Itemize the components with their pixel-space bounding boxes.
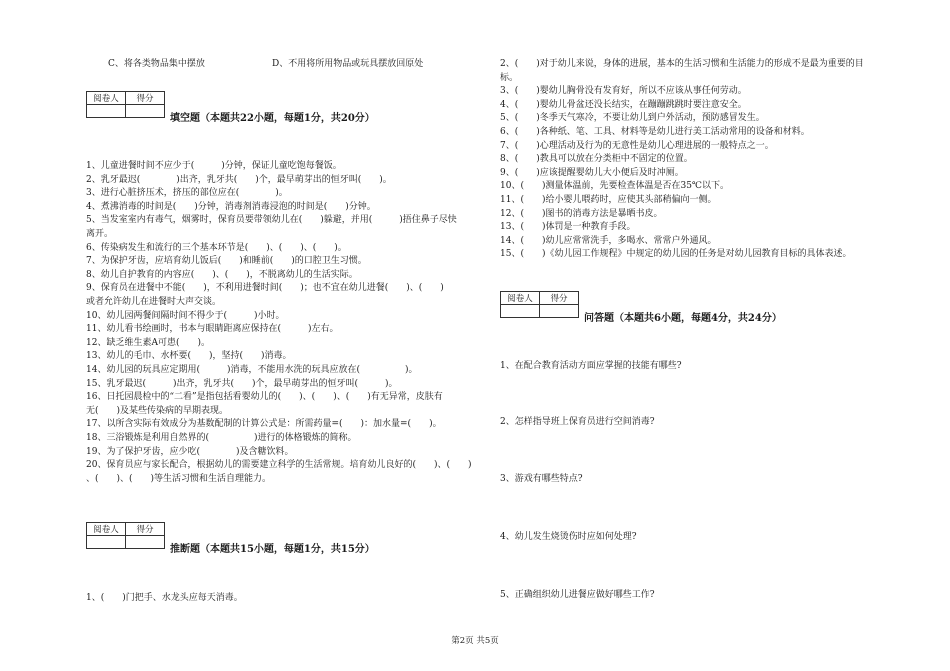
judge-question-line: 8、( )教具可以放在分类柜中不固定的位置。	[500, 154, 693, 165]
judge-question-line: 6、( )各种纸、笔、工具、材料等是幼儿进行美工活动常用的设备和材料。	[500, 127, 810, 137]
fill-question-line: 10、幼儿园两餐间隔时间不得少于( )小时。	[86, 310, 285, 321]
judge-question-line: 13、( )体罚是一种教育手段。	[500, 222, 636, 233]
judge-question-line: 15、( )《幼儿园工作规程》中规定的幼儿园的任务是对幼儿园教育目标的具体表述。	[500, 249, 852, 260]
judge-question-line: 12、( )图书的消毒方法是暴晒书皮。	[500, 208, 663, 219]
reviewer-label: 阅卷人	[87, 92, 126, 105]
judge-section-title: 推断题（本题共15小题，每题1分，共15分）	[170, 544, 375, 555]
reviewer-cell	[87, 105, 126, 118]
fill-question-line: 离开。	[86, 229, 114, 239]
score-label: 得分	[126, 523, 165, 536]
fill-question-line: 11、幼儿看书绘画时，书本与眼睛距离应保持在( )左右。	[86, 324, 339, 335]
fill-section-title: 填空题（本题共22小题，每题1分，共20分）	[170, 113, 375, 124]
page-footer: 第2页 共5页	[451, 636, 499, 646]
fill-question-line: 7、为保护牙齿，应培育幼儿饭后( )和睡前( )的口腔卫生习惯。	[86, 256, 367, 267]
reviewer-label: 阅卷人	[87, 523, 126, 536]
judge-question-line: 11、( )给小婴儿喂药时，应使其头部稍偏向一侧。	[500, 195, 717, 205]
score-box-judge	[86, 522, 165, 549]
judge-question-line: 4、( )婴幼儿骨盆还没长结实，在蹦蹦跳跳时要注意安全。	[500, 99, 747, 110]
score-label: 得分	[126, 92, 165, 105]
judge-question-line: 14、( )幼儿应常常洗手，多喝水、常常户外通风。	[500, 235, 717, 246]
fill-question-line: 5、当发室室内有毒气，烟雾时，保育员要带领幼儿在( )躲避，并用( )捂住鼻子尽快	[86, 215, 457, 226]
reviewer-cell	[87, 536, 126, 549]
fill-question-line: 15、乳牙最迟( )出齐，乳牙共( )个，最早萌芽出的恒牙叫( )。	[86, 378, 398, 389]
fill-question-line: 8、幼儿自护教育的内容应( )、( )，不脱离幼儿的生活实际。	[86, 269, 358, 280]
qa-section-title: 问答题（本题共6小题，每题4分，共24分）	[584, 313, 782, 324]
fill-question-line: 2、乳牙最迟( )出齐，乳牙共( )个，最早萌芽出的恒牙叫( )。	[86, 174, 392, 185]
judge-question-line: 10、( )测量体温前，先要检查体温是否在35℃以下。	[500, 181, 729, 192]
fill-question-line: 16、日托园晨检中的“二看”是指包括看婴幼儿的( )、( )、( )有无异常，皮肤有	[86, 392, 443, 403]
left-column	[86, 0, 486, 671]
right-column	[500, 0, 920, 671]
fill-question-line: 9、保育员在进餐中不能( )，不利用进餐时间( )；也不宜在幼儿进餐( )、( )	[86, 283, 444, 294]
reviewer-cell	[501, 305, 540, 318]
judge-question-line: 5、( )冬季天气寒冷，不要让幼儿到户外活动，预防感冒发生。	[500, 113, 765, 124]
score-cell	[126, 536, 165, 549]
fill-question-line: 1、儿童进餐时间不应少于( )分钟，保证儿童吃饱每餐饭。	[86, 161, 342, 171]
score-box-qa	[500, 291, 579, 318]
score-label: 得分	[540, 292, 579, 305]
judge-question-line: 3、( )婴幼儿胸骨没有发育好，所以不应该从事任何劳动。	[500, 86, 747, 97]
qa-question: 1、在配合教育活动方面应掌握的技能有哪些?	[500, 361, 682, 371]
judge-question-line: 7、( )心理活动及行为的无意性是幼儿心理进展的一般特点之一。	[500, 140, 774, 151]
fill-question-line: 14、幼儿园的玩具应定期用( )消毒，不能用水洗的玩具应放在( )。	[86, 365, 418, 375]
fill-question-line: 或者允许幼儿在进餐时大声交谈。	[86, 297, 222, 307]
fill-question-line: 无( )及某些传染病的早期表现。	[86, 405, 229, 416]
qa-question: 5、正确组织幼儿进餐应做好哪些工作?	[500, 590, 655, 600]
fill-question-line: 17、以所含实际有效成分为基数配制的计算公式是：所需药量=( )：加水量=( )。	[86, 419, 442, 430]
fill-question-line: 12、缺乏维生素A可患( )。	[86, 337, 210, 348]
fill-question-line: 3、进行心脏挤压术，挤压的部位应在( )。	[86, 188, 288, 199]
fill-question-line: 13、幼儿的毛巾、水杯要( )，坚持( )消毒。	[86, 351, 292, 362]
score-cell	[126, 105, 165, 118]
judge-question-line: 2、( )对于幼儿来说，身体的进展，基本的生活习惯和生活能力的形成不是最为重要的目	[500, 59, 864, 69]
option-c: C、将各类物品集中摆放	[108, 59, 205, 69]
fill-question-line: 18、三浴锻炼是利用自然界的( )进行的体格锻炼的简称。	[86, 433, 357, 443]
qa-question: 3、游戏有哪些特点?	[500, 474, 583, 484]
option-d: D、不用将所用物品或玩具摆放回原处	[272, 59, 424, 69]
score-cell	[540, 305, 579, 318]
fill-question-line: 4、煮沸消毒的时间是( )分钟，消毒剂消毒浸泡的时间是( )分钟。	[86, 201, 376, 212]
fill-question-line: 、( )、( )等生活习惯和生活自理能力。	[86, 473, 272, 484]
qa-question: 2、怎样指导班上保育员进行空间消毒?	[500, 417, 655, 427]
fill-question-line: 20、保育员应与家长配合，根据幼儿的需要建立科学的生活常规。培育幼儿良好的( )、( )	[86, 460, 472, 471]
judge-question-1: 1、( )门把手、水龙头应每天消毒。	[86, 593, 243, 603]
fill-question-line: 19、为了保护牙齿，应少吃( )及含糖饮料。	[86, 446, 294, 457]
reviewer-label: 阅卷人	[501, 292, 540, 305]
score-box-fill	[86, 91, 165, 118]
qa-question: 4、幼儿发生烧烫伤时应如何处理?	[500, 532, 637, 542]
judge-question-line: 9、( )应该提醒婴幼儿大小便后及时冲厕。	[500, 167, 684, 178]
judge-question-line: 标。	[500, 72, 519, 83]
fill-question-line: 6、传染病发生和流行的三个基本环节是( )、( )、( )。	[86, 242, 347, 253]
